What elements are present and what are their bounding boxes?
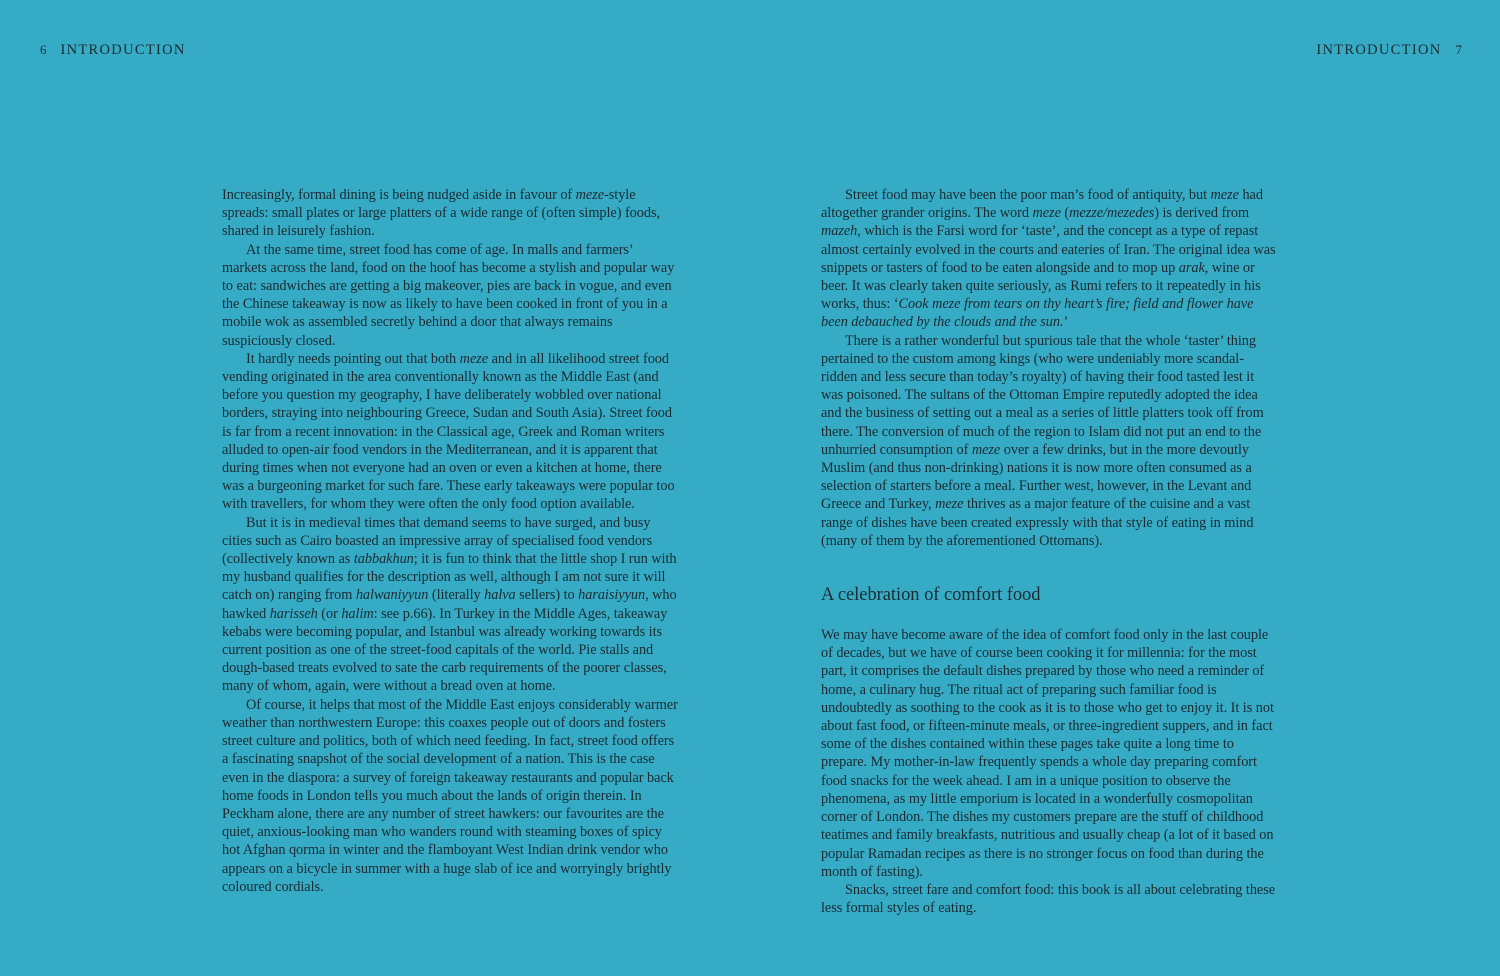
section-heading: A celebration of comfort food	[821, 585, 1041, 606]
italic-term: meze	[575, 187, 605, 203]
body-paragraph: There is a rather wonderful but spurious tale that the whole ‘taster’ thing pertained to the custom among kings (who were undeniably more scandal-ridden and less secure than today’s royalty) of having their food tasted lest it was poisoned. The sultans of the Ottoman Empire reputedly adopted the idea and the business of setting out a meal as a series of little platters took off from there. The conversion of much of the region to Islam did not put an end to the unhurried consumption of meze over a few drinks, but in the more devoutly Muslim (and thus non-drinking) nations it is now more often consumed as a selection of starters before a meal. Further west, however, in the Levant and Greece and Turkey, meze thrives as a major feature of the cuisine and a vast range of dishes have been created expressly with that style of eating in mind (many of them by the aforementioned Ottomans).	[821, 332, 1264, 549]
body-paragraph: Snacks, street fare and comfort food: this book is all about celebrating these less formal styles of eating.	[821, 881, 1276, 917]
body-paragraph: Street food may have been the poor man’s food of antiquity, but meze had altogether grander origins. The word meze (mezze/mezedes) is derived from mazeh, which is the Farsi word for ‘taste’, and the concept as a type of repast almost certainly evolved in the courts and eateries of Iran. The original idea was snippets or tasters of food to be eaten alongside and to mop up arak, wine or beer. It was clearly taken quite seriously, as Rumi refers to it repeatedly in his works, thus: ‘Cook meze from tears on thy heart’s fire; field and flower have been debauched by the clouds and the sun.’	[821, 187, 1276, 331]
body-paragraph: But it is in medieval times that demand seems to have surged, and busy cities such as Cairo boasted an impressive array of specialised food vendors (collectively known as tabbakhun; it is fun to think that the little shop I run with my husband qualifies for the description as well, although I am not sure it will catch on) ranging from halwaniyyun (literally halva sellers) to haraisiyyun, who hawked harisseh (or halim: see p.66). In Turkey in the Middle Ages, takeaway kebabs were becoming popular, and Istanbul was already working towards its current position as one of the street-food capitals of the world. Pie stalls and dough-based treats evolved to sate the carb requirements of the poorer classes, many of whom, again, were without a bread oven at home.	[222, 514, 677, 695]
left-running-head	[40, 42, 186, 59]
body-paragraph: We may have become aware of the idea of comfort food only in the last couple of decades, but we have of course been cooking it for millennia: for the most part, it comprises the default dishes prepared by those who need a reminder of home, a culinary hug. The ritual act of preparing such familiar food is undoubtedly as soothing to the cook as it is to those who get to enjoy it. It is not about fast food, or fifteen-minute meals, or three-ingredient suppers, and in fact some of the dishes contained within these pages take quite a long time to prepare. My mother-in-law frequently spends a whole day preparing comfort food snacks for the week ahead. I am in a unique position to observe the phenomena, as my little emporium is located in a wonderfully cosmopolitan corner of London. The dishes my customers prepare are the stuff of childhood teatimes and family breakfasts, nutritious and usually cheap (a lot of it based on popular Ramadan recipes as there is no stronger focus on food than during the month of fasting).	[821, 627, 1274, 880]
italic-term: haraisiyyun	[578, 587, 646, 604]
italic-term: halva	[484, 587, 516, 604]
body-paragraph: Increasingly, formal dining is being nudged aside in favour of meze-style spreads: small plates or large platters of a wide range of (often simple) foods, shared in leisurely fashion.	[222, 187, 661, 240]
italic-term: meze	[1032, 205, 1061, 222]
italic-term: Cook meze from tears on thy heart’s fire; field and flower have been debauched by the clouds and the sun.	[821, 296, 1254, 331]
body-paragraph: At the same time, street food has come of age. In malls and farmers’ markets across the land, food on the hoof has become a stylish and popular way to eat: sandwiches are getting a big makeover, pies are back in vogue, and even the Chinese takeaway is now as likely to have been cooked in front of you in a mobile wok as assembled secretly behind a door that always remains suspiciously closed.	[222, 241, 675, 349]
right-header-title: INTRODUCTION	[1316, 42, 1442, 58]
italic-term: meze	[459, 350, 489, 367]
italic-term: arak	[1178, 259, 1205, 276]
body-paragraph: Of course, it helps that most of the Middle East enjoys considerably warmer weather than northwestern Europe: this coaxes people out of doors and fosters street culture and politics, both of which need feeding. In fact, street food offers a fascinating snapshot of the social development of a nation. This is the case even in the diaspora: a survey of foreign takeaway restaurants and popular back home foods in London tells you much about the lands of origin therein. In Peckham alone, there are any number of street hawkers: our favourites are the quiet, anxious-looking man who wanders round with steaming boxes of spicy hot Afghan qorma in winter and the flamboyant West Indian drink vendor who appears on a bicycle in summer with a huge slab of ice and worryingly brightly coloured cordials.	[222, 696, 678, 895]
italic-term: halim	[341, 605, 374, 622]
right-page-body	[821, 186, 1279, 917]
italic-term: halwaniyyun	[355, 587, 429, 604]
italic-term: tabbakhun	[353, 551, 414, 568]
italic-term: meze	[935, 496, 964, 513]
left-page-number: 6	[40, 42, 47, 57]
body-paragraph: It hardly needs pointing out that both meze and in all likelihood street food vending originated in the area conventionally known as the Middle East (and before you question my geography, I have deliberately wobbled over national borders, straying into neighbouring Greece, Sudan and South Asia). Street food is far from a recent innovation: in the Classical age, Greek and Roman writers alluded to open-air food vendors in the Mediterranean, and it is apparent that during times when not everyone had an oven or even a kitchen at home, there was a burgeoning market for such fare. These early takeaways were popular too with travellers, for whom they were often the only food option available.	[222, 350, 675, 513]
italic-term: mazeh	[821, 223, 858, 240]
left-header-title: INTRODUCTION	[60, 42, 186, 58]
italic-term: mezze/mezedes	[1069, 205, 1155, 222]
italic-term: harisseh	[269, 605, 318, 622]
italic-term: meze	[1210, 187, 1239, 203]
right-running-head	[1316, 42, 1462, 59]
italic-term: meze	[971, 441, 1001, 458]
left-page-body	[222, 186, 680, 896]
right-page-number: 7	[1455, 42, 1462, 57]
